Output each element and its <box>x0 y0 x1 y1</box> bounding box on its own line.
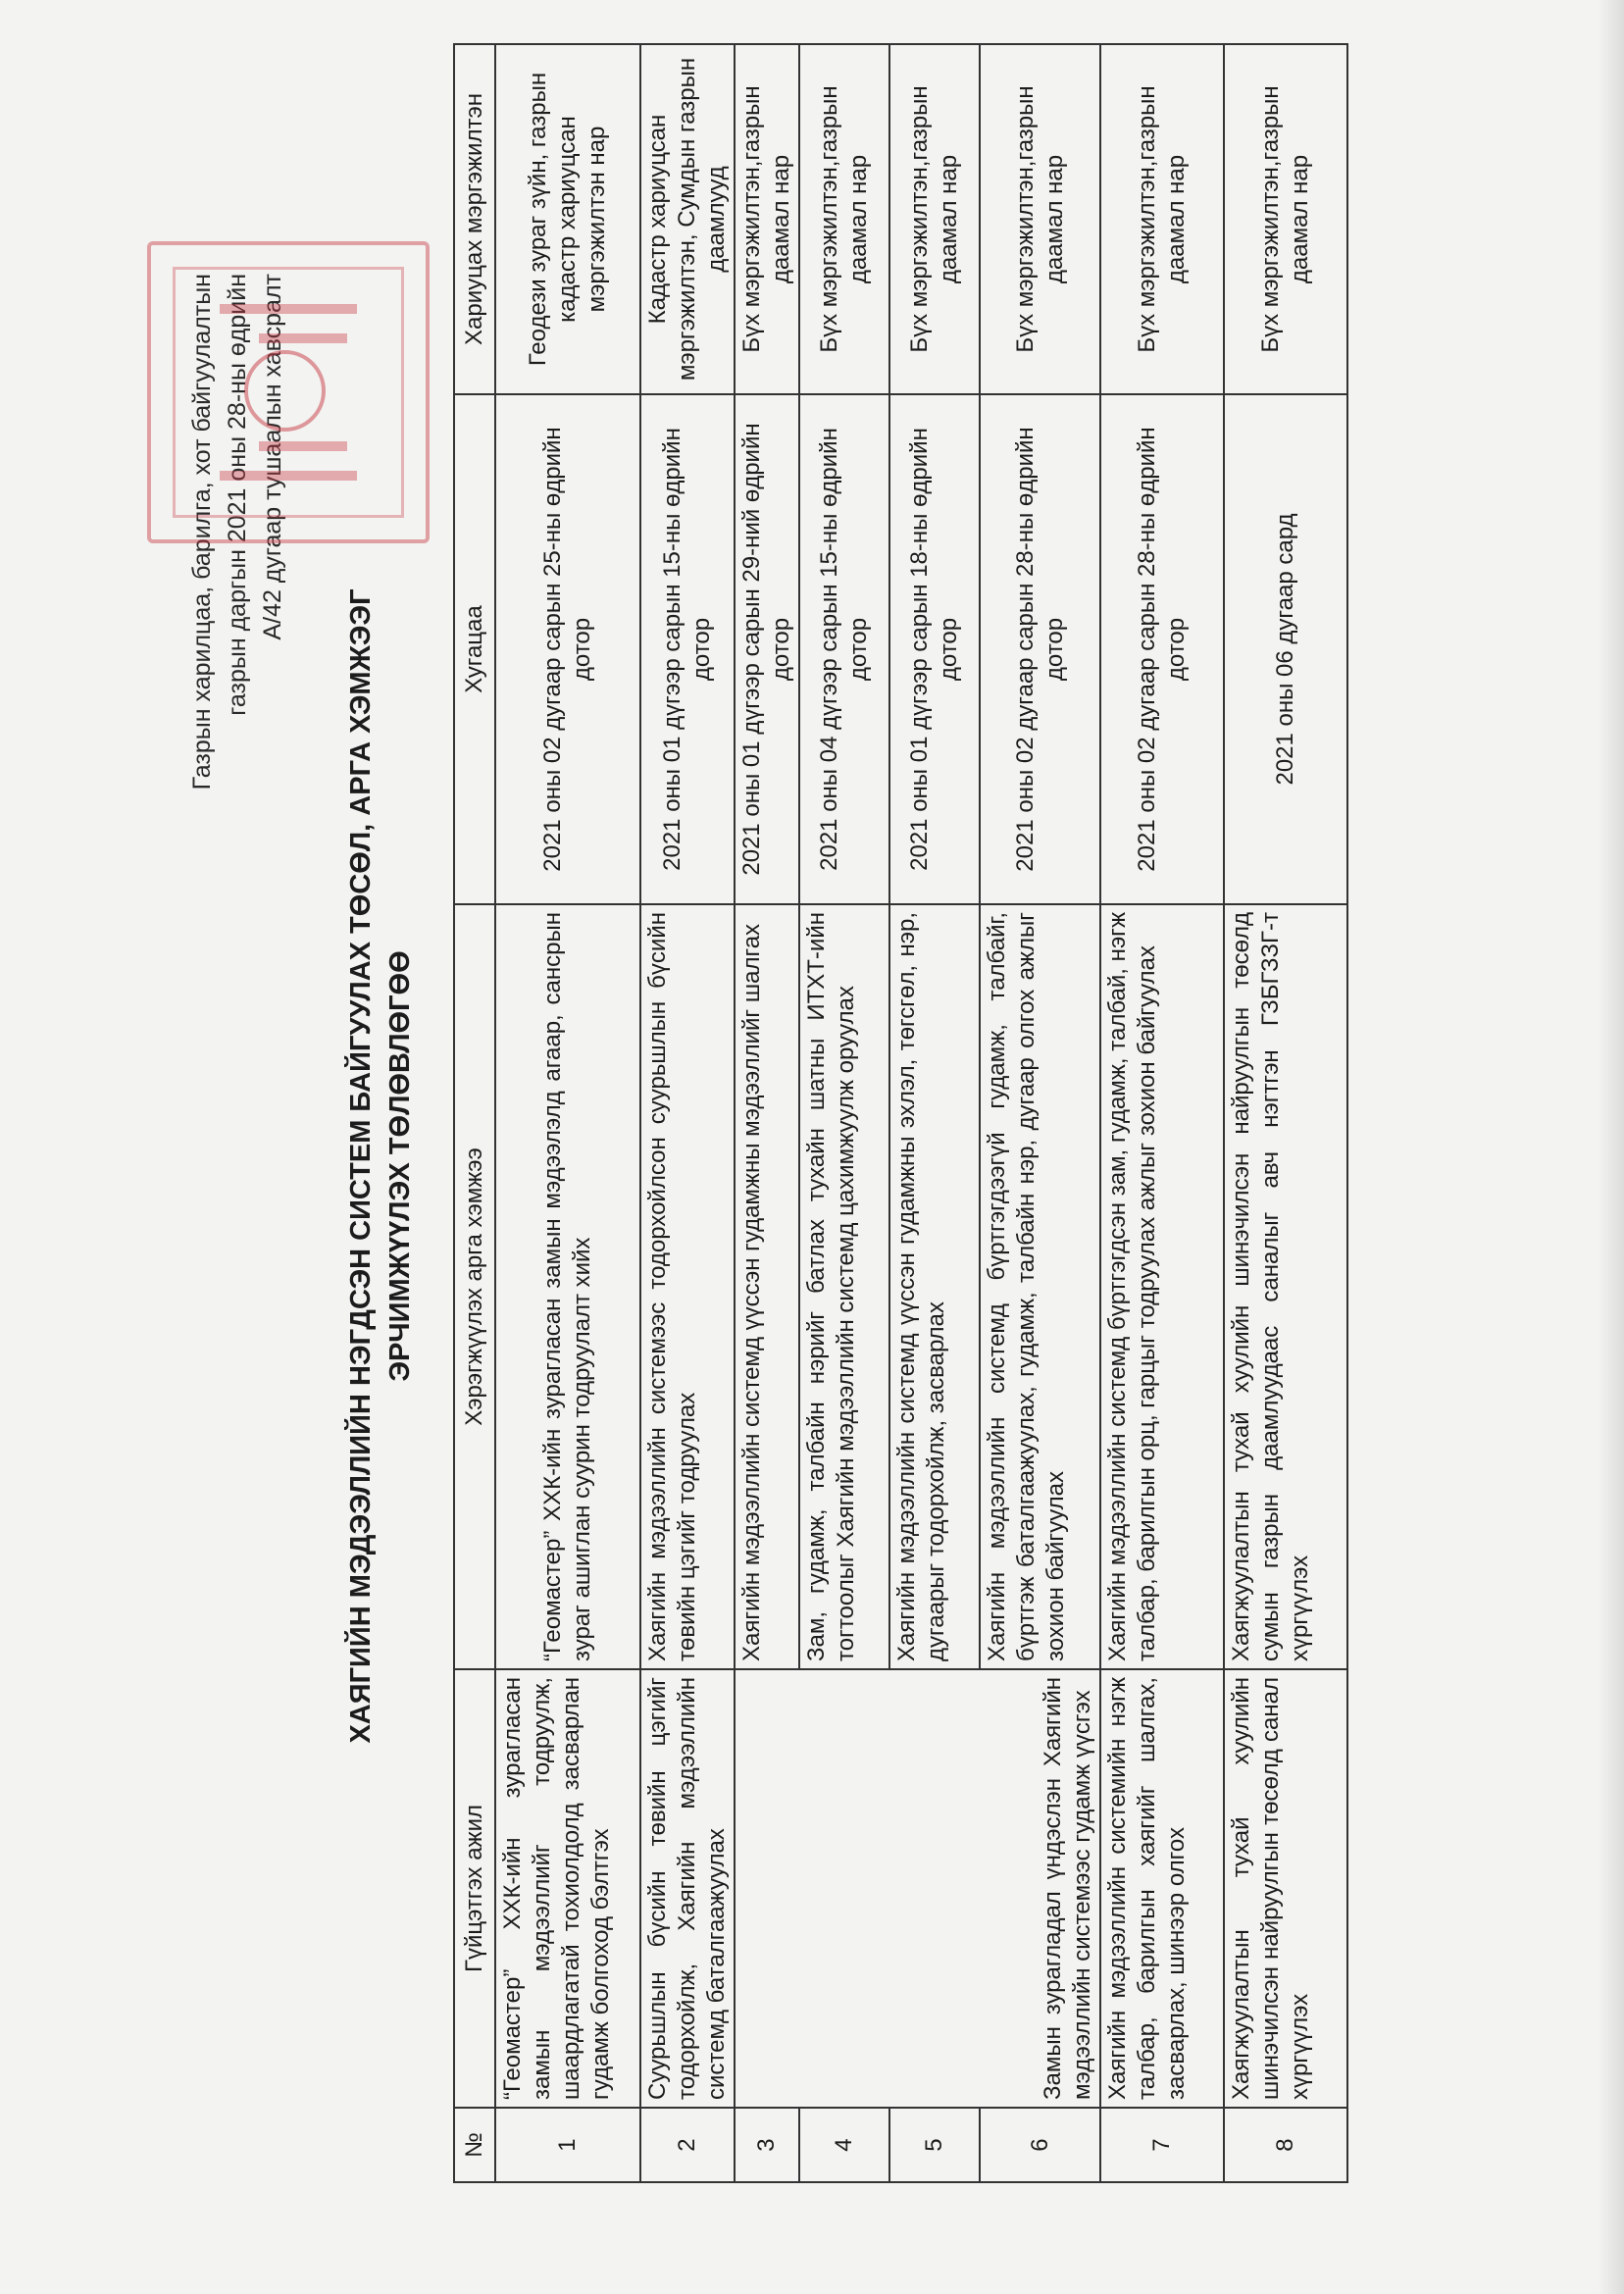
row-num: 4 <box>799 2108 889 2182</box>
row-measure: Хаягийн мэдээллийн системд үүссэн гудамжны мэдээллийг шалгах <box>735 904 799 1669</box>
row-task: Хаягжуулалтын тухай хуулийн шинэчилсэн найруулгын төсөлд санал хүргүүлэх <box>1224 1669 1347 2108</box>
table-row <box>1100 44 1224 2182</box>
row-responsible: Бүх мэргэжилтэн,газрын даамал нар <box>980 44 1100 394</box>
title-line: ЭРЧИМЖҮҮЛЭХ ТӨЛӨВЛӨГӨӨ <box>384 950 416 1382</box>
row-num: 1 <box>495 2108 640 2182</box>
row-measure: Хаягийн мэдээллийн системд бүртгэгдсэн зам, гудамж, талбай, нэгж талбар, барилгын орц, гарцыг тодруулах ажлыг зохион байгуулах <box>1100 904 1224 1669</box>
row-due: 2021 оны 01 дүгээр сарын 18-ны өдрийн дотор <box>889 394 980 904</box>
row-responsible: Геодези зураг зүйн, газрын кадастр хариуцсан мэргэжилтэн нар <box>495 44 640 394</box>
row-task: “Геомастер” ХХК-ийн зурагласан замын мэдээллийг тодруулж, шаардлагатай тохиолдолд засварлан гудамж болгоход бэлтгэх <box>495 1669 640 2108</box>
row-num: 7 <box>1100 2108 1224 2182</box>
row-measure: Хаягийн мэдээллийн системд бүртгэгдээгүй гудамж, талбайг, бүртгэж баталгаажуулах, гудамж, талбайн нэр, дугаар олгох ажлыг зохион байгуулах <box>980 904 1100 1669</box>
row-num: 3 <box>735 2108 799 2182</box>
header-task: Гүйцэтгэх ажил <box>454 1669 495 2108</box>
row-measure: Зам, гудамж, талбайн нэрийг батлах тухайн шатны ИТХТ-ийн тогтоолыг Хаягийн мэдээллийн системд цахимжуулж оруулах <box>799 904 889 1669</box>
table-row <box>640 44 735 2182</box>
row-measure: Хаягийн мэдээллийн системд үүссэн гудамжны эхлэл, төгсгөл, нэр, дугаарыг тодорхойлж, засварлах <box>889 904 980 1669</box>
row-responsible: Бүх мэргэжилтэн,газрын даамал нар <box>889 44 980 394</box>
header-responsible: Хариуцах мэргэжилтэн <box>454 44 495 394</box>
row-due: 2021 оны 06 дугаар сард <box>1224 394 1347 904</box>
title-line: ХАЯГИЙН МЭДЭЭЛЛИЙН НЭГДСЭН СИСТЕМ БАЙГУУЛАХ ТӨСӨЛ, АРГА ХЭМЖЭЭГ <box>345 588 377 1744</box>
header-measure: Хэрэгжүүлэх арга хэмжээ <box>454 904 495 1669</box>
row-task: Замын зурагладал үндэслэн Хаягийн мэдээллийн системээс гудамж үүсгэх <box>735 1669 1100 2108</box>
row-due: 2021 оны 01 дүгээр сарын 15-ны өдрийн дотор <box>640 394 735 904</box>
row-task: Суурьшлын бүсийн төвийн цэгийг тодорхойлж, Хаягийн мэдээллийн системд баталгаажуулах <box>640 1669 735 2108</box>
row-task: Хаягийн мэдээллийн системийн нэгж талбар, барилгын хаягийг шалгах, засварлах, шинээр олгох <box>1100 1669 1224 2108</box>
plan-table <box>453 43 1348 2183</box>
row-responsible: Кадастр хариуцсан мэргэжилтэн, Сумдын газрын даамлууд <box>640 44 735 394</box>
row-measure: “Геомастер” ХХК-ийн зурагласан замын мэдээлэлд агаар, сансрын зураг ашиглан суурин тодруулалт хийх <box>495 904 640 1669</box>
row-num: 5 <box>889 2108 980 2182</box>
row-responsible: Бүх мэргэжилтэн,газрын даамал нар <box>1224 44 1347 394</box>
row-num: 6 <box>980 2108 1100 2182</box>
table-row <box>1224 44 1347 2182</box>
row-due: 2021 оны 04 дүгээр сарын 15-ны өдрийн дотор <box>799 394 889 904</box>
header-num: № <box>454 2108 495 2182</box>
row-due: 2021 оны 02 дугаар сарын 28-ны өдрийн дотор <box>980 394 1100 904</box>
row-num: 2 <box>640 2108 735 2182</box>
table-header-row <box>454 44 495 2182</box>
header-due: Хугацаа <box>454 394 495 904</box>
row-responsible: Бүх мэргэжилтэн,газрын даамал нар <box>1100 44 1224 394</box>
table-row <box>735 44 799 2182</box>
document-title <box>341 215 420 2117</box>
row-due: 2021 оны 01 дүгээр сарын 29-ний өдрийн дотор <box>735 394 799 904</box>
row-responsible: Бүх мэргэжилтэн,газрын даамал нар <box>735 44 799 394</box>
approval-line: газрын даргын 2021 оны 28-ны өдрийн <box>224 274 251 716</box>
row-due: 2021 оны 02 дугаар сарын 25-ны өдрийн дотор <box>495 394 640 904</box>
row-measure: Хаягжуулалтын тухай хуулийн шинэчилсэн найруулгын төсөлд сумын газрын даамлуудаас саналыг авч нэгтгэн ГЗБГЗЗГ-т хүргүүлэх <box>1224 904 1347 1669</box>
approval-line: А/42 дугаар тушаалын хавсралт <box>259 274 286 640</box>
table-row <box>495 44 640 2182</box>
approval-line: Газрын харилцаа, барилга, хот байгуулалтын <box>188 274 216 790</box>
row-num: 8 <box>1224 2108 1347 2182</box>
row-responsible: Бүх мэргэжилтэн,газрын даамал нар <box>799 44 889 394</box>
row-measure: Хаягийн мэдээллийн системээс тодорхойлсон суурьшлын бүсийн төвийн цэгийг тодруулах <box>640 904 735 1669</box>
row-due: 2021 оны 02 дугаар сарын 28-ны өдрийн дотор <box>1100 394 1224 904</box>
